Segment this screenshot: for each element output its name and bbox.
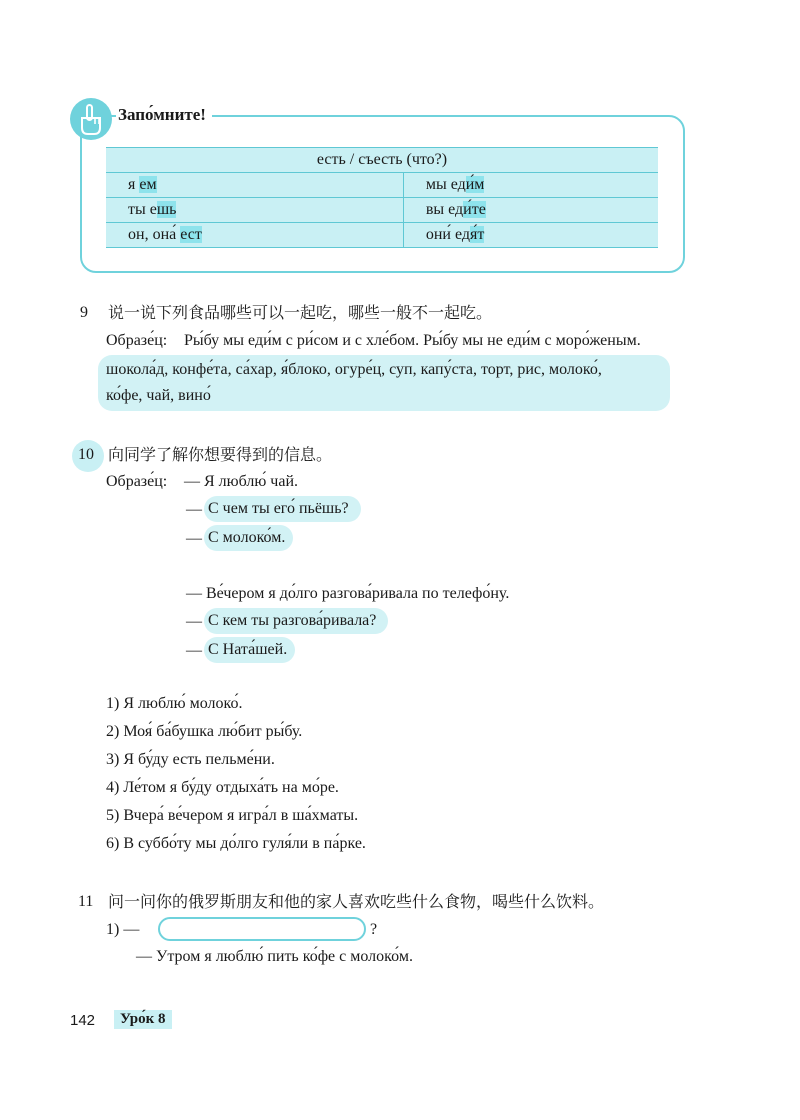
exercise-11-item-label: 1) —: [106, 921, 140, 938]
table-header: есть / съесть (что?): [106, 148, 658, 173]
dialog-1-line-3: С молоко́м.: [204, 525, 293, 551]
exercise-11-answer: — Утром я люблю́ пить ко́фе с молоко́м.: [136, 948, 413, 965]
dialog-2-line-1: — Ве́чером я до́лго разгова́ривала по телефо́ну.: [186, 585, 510, 602]
table-cell: они́ едя́т: [403, 223, 658, 248]
exercise-10-item-3: 3) Я бу́ду есть пельме́ни.: [106, 751, 275, 768]
dialog-2-line-3: С Ната́шей.: [204, 637, 295, 663]
lesson-label: Уро́к 8: [114, 1010, 172, 1029]
exercise-10-sample-label: Образе́ц:: [106, 473, 168, 490]
page-number: 142: [70, 1012, 96, 1029]
pointing-hand-icon: [70, 98, 112, 140]
table-cell: он, она́ ест: [106, 223, 403, 248]
exercise-9-sample-text: Ры́бу мы еди́м с ри́сом и с хле́бом. Ры́бу мы не еди́м с моро́женым.: [184, 332, 641, 349]
question-mark: ?: [370, 921, 378, 938]
exercise-10-item-1: 1) Я люблю́ молоко́.: [106, 695, 243, 712]
table-cell: ты ешь: [106, 198, 403, 223]
word-list-line-2: ко́фе, чай, вино́: [106, 387, 211, 404]
dialog-1-dash: —: [186, 501, 202, 518]
conjugation-table: [106, 147, 658, 248]
remember-title: Запо́мните!: [116, 104, 212, 126]
exercise-9-instruction: 说一说下列食品哪些可以一起吃，哪些一般不一起吃。: [108, 303, 493, 322]
dialog-2-line-2: С кем ты разгова́ривала?: [204, 608, 388, 634]
exercise-10-item-2: 2) Моя́ ба́бушка лю́бит ры́бу.: [106, 723, 303, 740]
exercise-10-item-6: 6) В суббо́ту мы до́лго гуля́ли в па́рке.: [106, 835, 366, 852]
word-list-line-1: шокола́д, конфе́та, са́хар, я́блоко, огуре́ц, суп, капу́ста, торт, рис, молоко́,: [106, 361, 602, 378]
dialog-1-dash: —: [186, 530, 202, 547]
dialog-2-dash: —: [186, 642, 202, 659]
table-cell: мы еди́м: [403, 173, 658, 198]
table-cell: я ем: [106, 173, 403, 198]
answer-blank[interactable]: [158, 917, 366, 941]
exercise-11-number: 11: [78, 893, 94, 910]
exercise-10-instruction: 向同学了解你想要得到的信息。: [108, 445, 333, 464]
exercise-10-item-4: 4) Ле́том я бу́ду отдыха́ть на мо́ре.: [106, 779, 339, 796]
table-cell: вы еди́те: [403, 198, 658, 223]
dialog-1-line-2: С чем ты его́ пьёшь?: [204, 496, 361, 522]
dialog-1-line-1: — Я люблю́ чай.: [184, 473, 298, 490]
exercise-9-number: 9: [80, 304, 88, 321]
exercise-9-sample-label: Образе́ц:: [106, 332, 168, 349]
exercise-11-instruction: 问一问你的俄罗斯朋友和他的家人喜欢吃些什么食物，喝些什么饮料。: [108, 892, 605, 911]
exercise-10-number: 10: [78, 446, 94, 463]
exercise-10-item-5: 5) Вчера́ ве́чером я игра́л в ша́хматы.: [106, 807, 359, 824]
dialog-2-dash: —: [186, 613, 202, 630]
